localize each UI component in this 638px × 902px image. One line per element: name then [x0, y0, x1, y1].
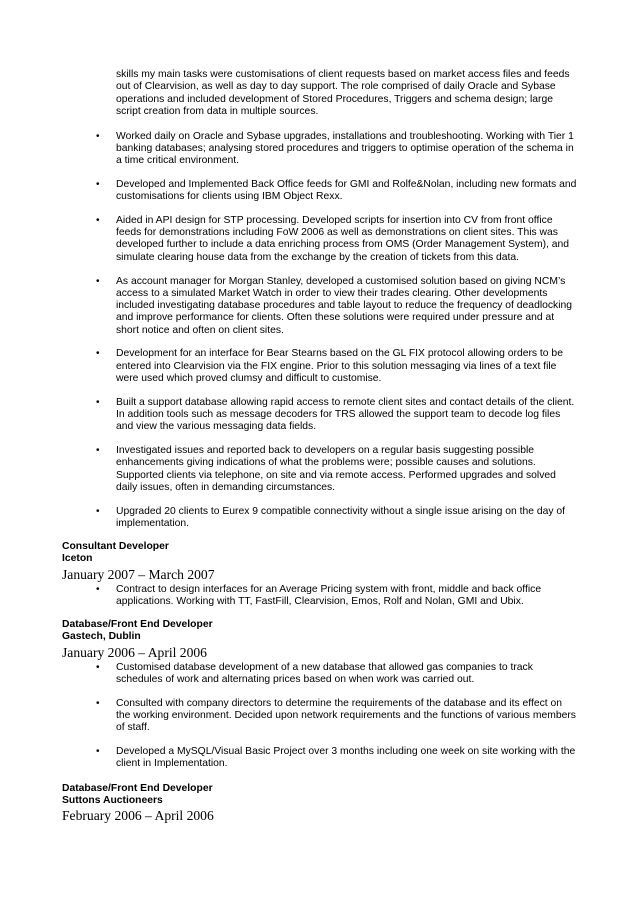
- bullet-item: [62, 506, 578, 531]
- job-role: Consultant Developer: [62, 541, 169, 553]
- job-section: [62, 541, 578, 608]
- bullet-item: [62, 445, 578, 494]
- job-company: Suttons Auctioneers: [62, 794, 163, 806]
- job-bullet-list: [62, 584, 578, 609]
- bullet-text: Developed a MySQL/Visual Basic Project over 3 months including one week on site working with the client in Implementation.: [116, 746, 576, 770]
- bullet-item: [62, 215, 578, 264]
- bullet-item: [62, 584, 578, 609]
- bullet-icon: •: [96, 178, 100, 190]
- bullet-icon: •: [96, 275, 100, 287]
- bullet-text: Developed and Implemented Back Office feeds for GMI and Rolfe&Nolan, including new formats and customisations for clients using IBM Object Rexx.: [116, 178, 577, 203]
- bullet-text: Development for an interface for Bear Stearns based on the GL FIX protocol allowing orders to be entered into Clearvision via the FIX engine. Prior to this solution messaging via lines of a text file were used which proved clumsy and difficult to customise.: [116, 348, 563, 384]
- bullet-icon: •: [96, 697, 100, 709]
- intro-paragraph: skills my main tasks were customisations of client requests based on market access files and feeds out of Clearvision, as well as day to day support. The role comprised of daily Oracle and Sybase operations and included development of Stored Procedures, Triggers and schema design; large script creation from data in multiple sources.: [116, 69, 570, 117]
- job-section: [62, 783, 578, 825]
- bullet-text: Aided in API design for STP processing. Developed scripts for insertion into CV from front office feeds for demonstrations including FoW 2006 as well as demonstrations on client sites. This was developed further to include a data enriching process from OMS (Order Management System), and simulate clearing house data from the exchange by the creation of tickets from this data.: [116, 214, 570, 263]
- bullet-text: Customised database development of a new database that allowed gas companies to track schedules of work and alternating prices based on when work was carried out.: [116, 661, 533, 685]
- job-role: Database/Front End Developer: [62, 619, 213, 631]
- bullet-icon: •: [96, 505, 100, 517]
- bullet-item: [62, 662, 578, 687]
- bullet-item: [62, 131, 578, 168]
- bullet-icon: •: [96, 396, 100, 408]
- bullet-text: Built a support database allowing rapid access to remote client sites and contact details of the client. In addition tools such as message decoders for TRS allowed the support team to decode log files and view the various messaging data fields.: [116, 396, 575, 433]
- bullet-icon: •: [96, 583, 100, 595]
- job-section: [62, 619, 578, 770]
- bullet-text: Worked daily on Oracle and Sybase upgrades, installations and troubleshooting. Working with Tier 1 banking databases; analysing stored procedures and triggers to optimise operation of the schema in a time critical environment.: [116, 130, 574, 166]
- bullet-text: As account manager for Morgan Stanley, developed a customised solution based on giving NCM’s access to a simulated Market Watch in order to view their trades clearing. Other developments included investigating database procedures and table layout to reduce the frequency of deadlocking and improve performance for clients. Often these solutions were required under pressure and at short notice and often on client sites.: [116, 275, 573, 336]
- bullet-icon: •: [96, 746, 100, 758]
- job-dates: January 2007 – March 2007: [62, 566, 215, 582]
- bullet-item: [62, 276, 578, 337]
- first-bullet-list: [62, 131, 578, 531]
- bullet-icon: •: [96, 214, 100, 226]
- job-company: Gastech, Dublin: [62, 631, 141, 643]
- bullet-text: Consulted with company directors to determine the requirements of the database and its effect on the working environment. Decided upon network requirements and the functions of various members of staff.: [116, 697, 576, 734]
- bullet-icon: •: [96, 445, 100, 457]
- bullet-text: Contract to design interfaces for an Average Pricing system with front, middle and back office applications. Working with TT, FastFill, Clearvision, Emos, Rolf and Nolan, GMI and Ubix.: [116, 583, 542, 607]
- job-bullet-list: [62, 662, 578, 771]
- job-company: Iceton: [62, 553, 93, 565]
- bullet-icon: •: [96, 130, 100, 142]
- bullet-item: [62, 746, 578, 771]
- bullet-item: [62, 698, 578, 735]
- job-role: Database/Front End Developer: [62, 782, 213, 794]
- bullet-item: [62, 348, 578, 385]
- bullet-text: Investigated issues and reported back to developers on a regular basis suggesting possible enhancements giving indications of what the problems were; possible causes and solutions. Supported clients via telephone, on site and via remote access. Performed upgrades and solved daily issues, often in demanding circumstances.: [116, 445, 556, 493]
- bullet-item: [62, 397, 578, 434]
- job-dates: February 2006 – April 2006: [62, 808, 214, 824]
- bullet-icon: •: [96, 348, 100, 360]
- bullet-icon: •: [96, 661, 100, 673]
- bullet-text: Upgraded 20 clients to Eurex 9 compatible connectivity without a single issue arising on the day of implementation.: [116, 505, 566, 529]
- job-dates: January 2006 – April 2006: [62, 644, 207, 660]
- bullet-item: [62, 179, 578, 204]
